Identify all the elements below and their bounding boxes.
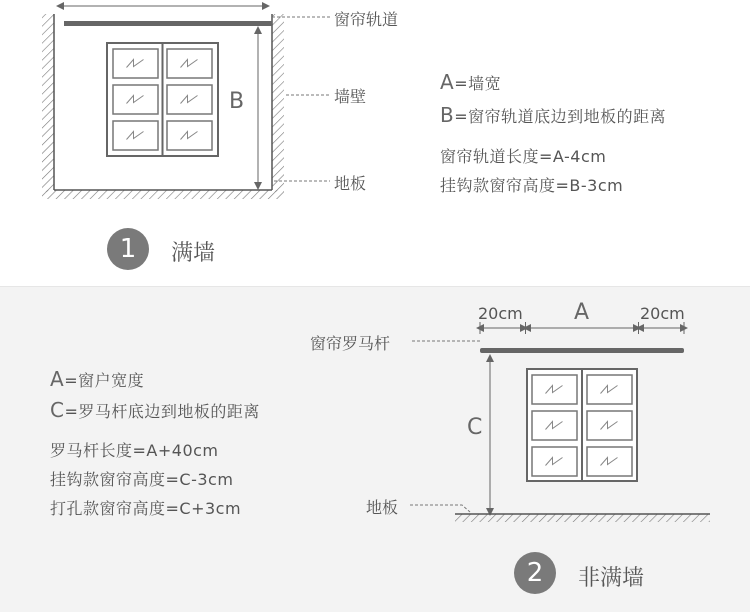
- legend-a-text: =墙宽: [454, 74, 502, 93]
- legend-a-key: A: [440, 70, 455, 94]
- legend-b-key: B: [440, 103, 455, 127]
- formula-grommet-height: 打孔款窗帘高度=C+3cm: [50, 499, 242, 518]
- legend-c-key: C: [50, 398, 65, 422]
- dim-label-right: 20cm: [640, 304, 685, 323]
- window-pane: [532, 447, 577, 476]
- label-c: C: [467, 415, 483, 440]
- formula-hook-height-2: 挂钩款窗帘高度=C-3cm: [50, 470, 234, 489]
- callout-rod: 窗帘罗马杆: [310, 334, 391, 353]
- floor-hatch-2: [455, 514, 710, 522]
- section2-title: 非满墙: [578, 566, 645, 591]
- legend-b-text: =窗帘轨道底边到地板的距离: [454, 107, 667, 126]
- formula-hook-height-1: 挂钩款窗帘高度=B-3cm: [440, 176, 624, 195]
- legend-a2-key: A: [50, 367, 65, 391]
- dim-label-a: A: [574, 300, 590, 325]
- window-pane: [587, 447, 632, 476]
- formula-rod-length: 罗马杆长度=A+40cm: [50, 441, 219, 460]
- callout-wall: 墙壁: [334, 87, 367, 106]
- wall-diagram-2: [410, 322, 710, 522]
- legend-a: [440, 70, 501, 94]
- legend-a2-text: =窗户宽度: [64, 371, 145, 390]
- callout-floor: 地板: [334, 174, 367, 193]
- callout-line-floor-2: [410, 505, 470, 512]
- formula-rail-length: 窗帘轨道长度=A-4cm: [440, 147, 607, 166]
- badge-1: 1: [107, 228, 149, 270]
- window-pane: [532, 375, 577, 404]
- label-b: B: [229, 89, 245, 114]
- floor-hatch: [42, 190, 284, 199]
- window-pane: [587, 411, 632, 440]
- window-pane: [532, 411, 577, 440]
- legend-b: [440, 103, 666, 127]
- window-pane: [113, 49, 158, 78]
- badge-2: 2: [514, 552, 556, 594]
- roman-rod: [480, 348, 684, 353]
- window-pane: [167, 85, 212, 114]
- window-pane: [113, 121, 158, 150]
- callout-rail: 窗帘轨道: [334, 10, 399, 29]
- legend-c-text: =罗马杆底边到地板的距离: [64, 402, 260, 421]
- legend-c: [50, 398, 260, 422]
- curtain-rail: [64, 21, 272, 26]
- window-pane: [167, 121, 212, 150]
- callout-floor-2: 地板: [366, 498, 399, 517]
- wall-diagram-1: [42, 6, 330, 199]
- left-wall-hatch: [42, 14, 54, 192]
- right-wall-hatch: [272, 14, 284, 192]
- window-pane: [113, 85, 158, 114]
- legend-a-2: [50, 367, 144, 391]
- section1-title: 满墙: [171, 241, 216, 266]
- dim-label-left: 20cm: [478, 304, 523, 323]
- window-pane: [167, 49, 212, 78]
- window-pane: [587, 375, 632, 404]
